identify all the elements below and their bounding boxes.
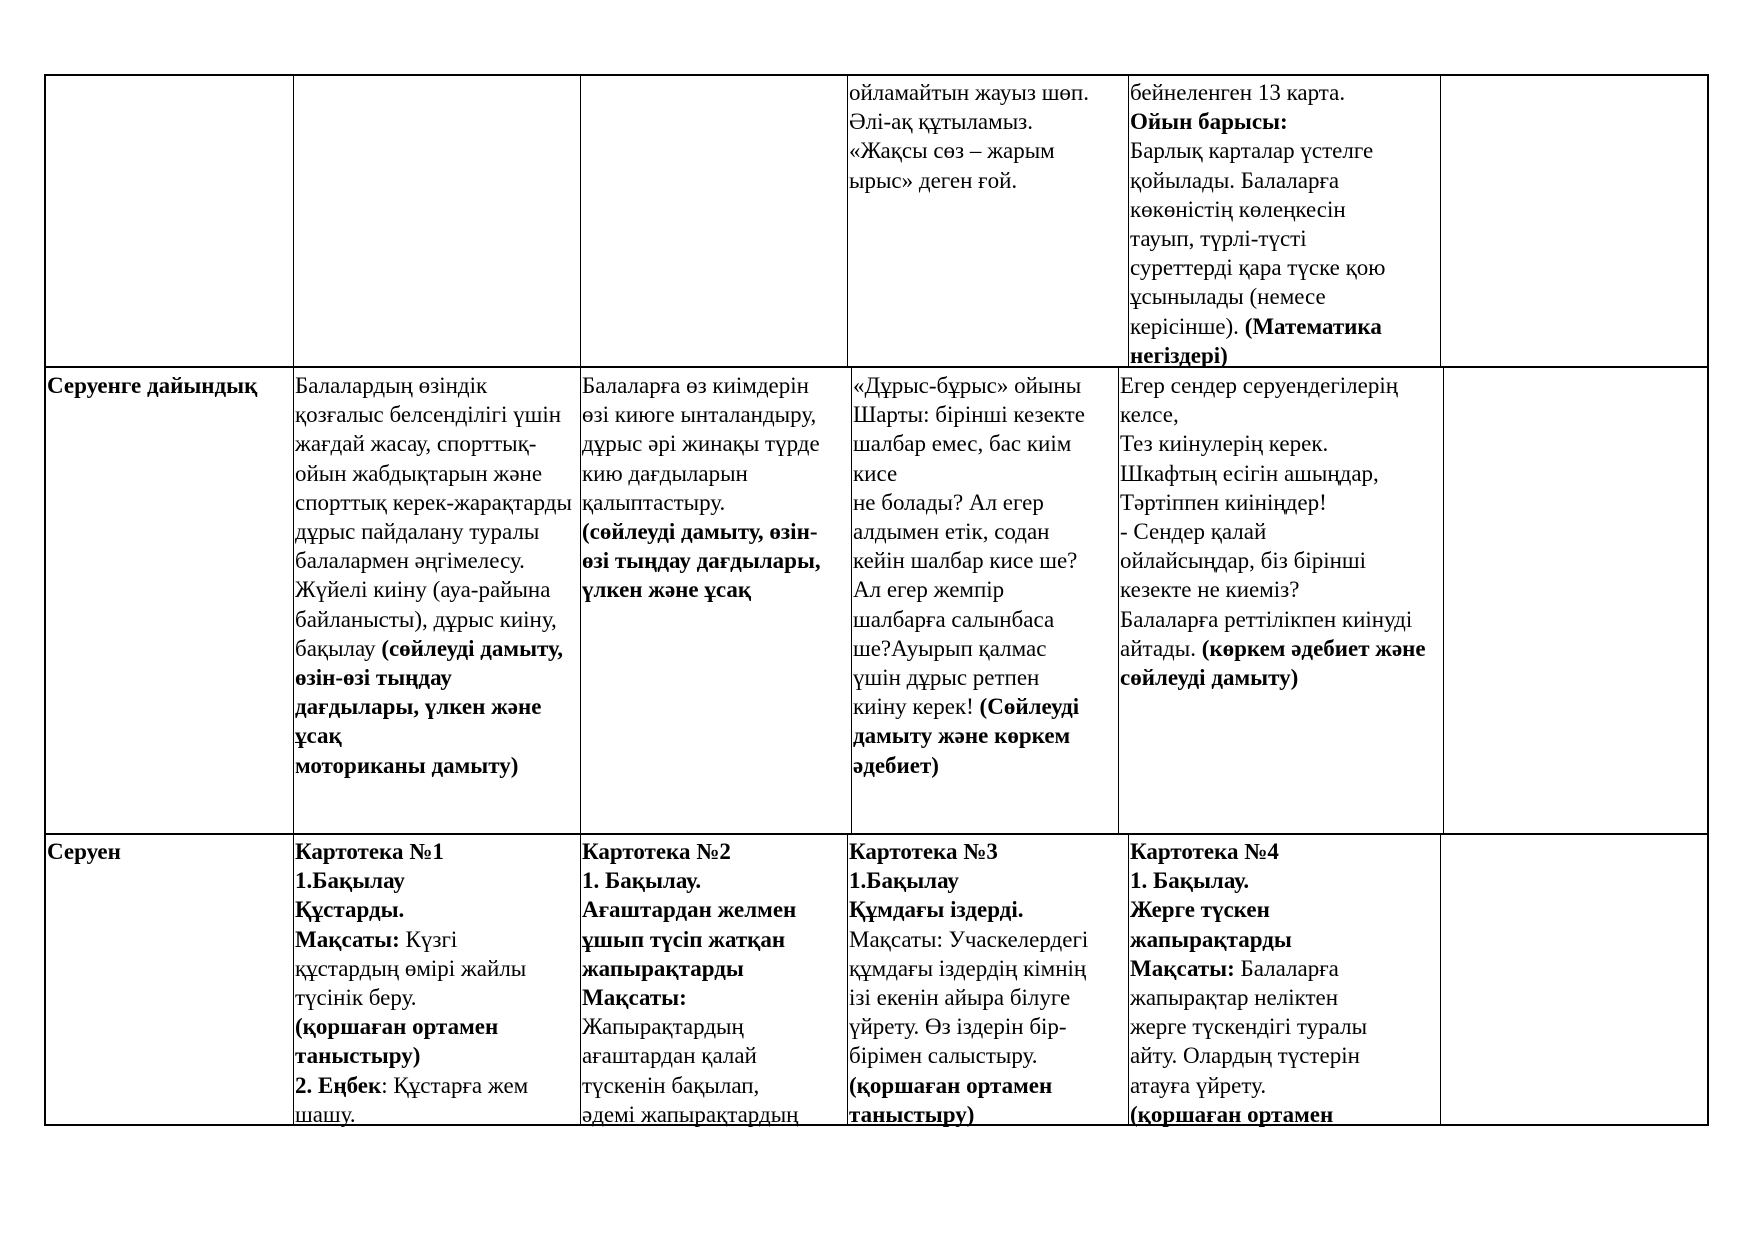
bold-text: Мақсаты: bbox=[1130, 955, 1241, 981]
cell-r3-c2 bbox=[582, 837, 845, 1129]
text: ше?Ауырып қалмас bbox=[853, 635, 1047, 661]
bold-text: өзі тыңдау дағдылары, bbox=[582, 548, 821, 574]
text-line bbox=[849, 954, 1126, 983]
text: балалармен әңгімелесу. bbox=[295, 548, 525, 574]
cell-r2-c2 bbox=[582, 371, 849, 605]
col-rule bbox=[847, 833, 848, 1124]
text: Ал егер жемпір bbox=[853, 577, 1005, 603]
row-header-walk-prep: Серуенге дайындық bbox=[47, 373, 258, 398]
text-line bbox=[1130, 837, 1438, 866]
text: айтады. bbox=[1120, 635, 1202, 661]
text-line bbox=[295, 634, 579, 663]
text-line bbox=[1120, 517, 1442, 546]
bold-text: Мақсаты: bbox=[582, 985, 687, 1011]
bold-text: Жерге түскен bbox=[1130, 897, 1270, 923]
text: бақылау bbox=[295, 635, 382, 661]
col-rule bbox=[851, 366, 852, 833]
bold-text: негіздері) bbox=[1130, 342, 1228, 368]
text-line bbox=[582, 866, 845, 895]
bold-text: (қоршаған ортамен bbox=[849, 1072, 1053, 1098]
bold-text: Картотека №1 bbox=[295, 839, 444, 864]
text: дұрыс пайдалану туралы bbox=[295, 519, 540, 545]
col-rule bbox=[293, 833, 294, 1124]
text-line bbox=[1120, 429, 1442, 458]
bold-text: 1.Бақылау bbox=[295, 868, 405, 894]
cell-r1-c3 bbox=[849, 78, 1126, 195]
bold-text: сөйлеуді дамыту) bbox=[1120, 665, 1299, 691]
col-rule bbox=[580, 833, 581, 1124]
col-rule bbox=[580, 74, 581, 366]
bold-text: Картотека №2 bbox=[582, 839, 731, 864]
text: спорттық керек-жарақтарды bbox=[295, 489, 572, 515]
text: жапырақтар неліктен bbox=[1130, 985, 1339, 1011]
text: қалыптастыру. bbox=[582, 489, 726, 515]
text: кейін шалбар кисе ше? bbox=[853, 548, 1078, 574]
text: жағдай жасау, спорттық- bbox=[295, 431, 537, 457]
bold-text: моториканы дамыту) bbox=[295, 752, 519, 778]
bold-text: 1. Бақылау. bbox=[1130, 868, 1250, 894]
table-border-right bbox=[1707, 74, 1709, 1125]
text: керісінше). bbox=[1130, 313, 1245, 339]
text-line bbox=[295, 866, 578, 895]
text-line bbox=[849, 107, 1126, 136]
text-line bbox=[853, 371, 1116, 400]
text-line bbox=[849, 1041, 1126, 1070]
text-line bbox=[582, 954, 845, 983]
text: не болады? Ал егер bbox=[853, 489, 1044, 515]
text-line bbox=[295, 721, 579, 750]
text-line bbox=[582, 895, 845, 924]
text-line bbox=[295, 371, 579, 400]
text-line bbox=[1130, 954, 1438, 983]
bold-text: Құмдағы іздерді. bbox=[849, 897, 1024, 923]
text: ойламайтын жауыз шөп. bbox=[849, 80, 1089, 105]
text: Әлі-ақ құтыламыз. bbox=[849, 109, 1033, 135]
text-line bbox=[582, 1071, 845, 1100]
text-line bbox=[582, 400, 849, 429]
text-line bbox=[582, 983, 845, 1012]
text-line bbox=[1130, 107, 1438, 136]
col-rule bbox=[1118, 366, 1119, 833]
text-line bbox=[853, 429, 1116, 458]
text-line bbox=[1130, 224, 1438, 253]
text: тауып, түрлі-түсті bbox=[1130, 226, 1307, 252]
cell-r3-c1 bbox=[295, 837, 578, 1129]
bold-text: таныстыру) bbox=[849, 1101, 975, 1127]
text-line bbox=[849, 1012, 1126, 1041]
text-line bbox=[295, 751, 579, 780]
bold-text: (қоршаған ортамен bbox=[295, 1014, 499, 1040]
text: Шарты: бірінші кезекте bbox=[853, 402, 1085, 428]
cell-r2-c3 bbox=[853, 371, 1116, 780]
text-line bbox=[295, 692, 579, 721]
text: атауға үйрету. bbox=[1130, 1072, 1267, 1098]
text-line bbox=[1120, 459, 1442, 488]
text-line bbox=[1130, 1100, 1438, 1129]
text: «Жақсы сөз – жарым bbox=[849, 138, 1055, 164]
row-header-walk: Серуен bbox=[47, 839, 121, 864]
text: Балаларға өз киімдерін bbox=[582, 373, 809, 398]
text-line bbox=[295, 488, 579, 517]
text: жерге түскендігі туралы bbox=[1130, 1014, 1368, 1040]
text: кию дағдыларын bbox=[582, 460, 748, 486]
text-line bbox=[853, 663, 1116, 692]
text-line bbox=[582, 1012, 845, 1041]
text: шалбар емес, бас киім bbox=[853, 431, 1072, 457]
text-line bbox=[1120, 488, 1442, 517]
text-line bbox=[582, 517, 849, 546]
text: байланысты), дұрыс киіну, bbox=[295, 606, 557, 632]
text: әдемі жапырақтардың bbox=[582, 1101, 799, 1127]
text-line bbox=[1130, 282, 1438, 311]
cell-r2-c4 bbox=[1120, 371, 1442, 692]
text-line bbox=[1130, 195, 1438, 224]
text-line bbox=[295, 895, 578, 924]
bold-text: (Математика bbox=[1244, 313, 1382, 339]
text-line bbox=[853, 605, 1116, 634]
text-line bbox=[1130, 1041, 1438, 1070]
bold-text: ұшып түсіп жатқан bbox=[582, 926, 786, 952]
bold-text: (қоршаған ортамен bbox=[1130, 1101, 1334, 1127]
text: түсінік беру. bbox=[295, 985, 417, 1011]
text-line bbox=[1120, 634, 1442, 663]
text-line bbox=[295, 517, 579, 546]
text-line bbox=[295, 459, 579, 488]
text: ойлайсыңдар, біз бірінші bbox=[1120, 548, 1367, 574]
text: ізі екенін айыра білуге bbox=[849, 985, 1071, 1011]
text-line bbox=[1120, 371, 1442, 400]
text: қозғалыс белсенділігі үшін bbox=[295, 402, 562, 428]
bold-text: 2. Еңбек bbox=[295, 1072, 382, 1098]
col-rule bbox=[1443, 366, 1444, 833]
text: айту. Олардың түстерін bbox=[1130, 1043, 1360, 1069]
text-line bbox=[295, 954, 578, 983]
text-line bbox=[295, 546, 579, 575]
text: - Сендер қалай bbox=[1120, 519, 1267, 545]
text: Балалардың өзіндік bbox=[295, 373, 488, 398]
text: суреттерді қара түске қою bbox=[1130, 255, 1386, 281]
text-line bbox=[582, 925, 845, 954]
bold-text: Құстарды. bbox=[295, 897, 405, 923]
text-line bbox=[582, 371, 849, 400]
text-line bbox=[1130, 983, 1438, 1012]
text: Мақсаты: Учаскелердегі bbox=[849, 926, 1089, 952]
text-line bbox=[1120, 400, 1442, 429]
text: көкөністің көлеңкесін bbox=[1130, 196, 1346, 222]
text-line bbox=[1130, 136, 1438, 165]
text-line bbox=[849, 1100, 1126, 1129]
text-line bbox=[849, 1071, 1126, 1100]
text-line bbox=[1130, 341, 1438, 370]
bold-text: (сөйлеуді дамыту, bbox=[381, 635, 563, 661]
bold-text: Ағаштардан желмен bbox=[582, 897, 797, 923]
bold-text: дағдылары, үлкен және bbox=[295, 694, 542, 720]
text-line bbox=[849, 166, 1126, 195]
text-line bbox=[582, 1041, 845, 1070]
text-line bbox=[295, 1041, 578, 1070]
bold-text: 1. Бақылау. bbox=[582, 868, 702, 894]
text-line bbox=[1130, 312, 1438, 341]
text-line bbox=[853, 751, 1116, 780]
cell-r1-c4 bbox=[1130, 78, 1438, 370]
text: бірімен салыстыру. bbox=[849, 1043, 1038, 1069]
text-line bbox=[849, 136, 1126, 165]
text-line bbox=[849, 866, 1126, 895]
col-rule bbox=[293, 366, 294, 833]
text: Егер сендер серуендегілерің bbox=[1120, 373, 1399, 398]
text-line bbox=[295, 663, 579, 692]
text: кисе bbox=[853, 460, 898, 486]
text: Жүйелі киіну (ауа-райына bbox=[295, 577, 551, 603]
text-line bbox=[1130, 866, 1438, 895]
text: ойын жабдықтарын және bbox=[295, 460, 543, 486]
text-line bbox=[853, 692, 1116, 721]
text: құстардың өмірі жайлы bbox=[295, 955, 527, 981]
text-line bbox=[295, 400, 579, 429]
text: Шкафтың есігін ашыңдар, bbox=[1120, 460, 1379, 486]
bold-text: ұсақ bbox=[295, 723, 342, 749]
text-line bbox=[582, 488, 849, 517]
bold-text: өзін-өзі тыңдау bbox=[295, 665, 452, 691]
text: Барлық карталар үстелге bbox=[1130, 138, 1374, 164]
col-rule bbox=[1128, 833, 1129, 1124]
text-line bbox=[1130, 1071, 1438, 1100]
text: шашу. bbox=[295, 1101, 356, 1127]
bold-text: Ойын барысы: bbox=[1130, 109, 1288, 135]
text-line bbox=[849, 837, 1126, 866]
text: Тәртіппен киініңдер! bbox=[1120, 489, 1327, 515]
bold-text: (көркем әдебиет және bbox=[1201, 635, 1426, 661]
bold-text: 1.Бақылау bbox=[849, 868, 959, 894]
col-rule bbox=[847, 74, 848, 366]
text-line bbox=[295, 1071, 578, 1100]
table-border-left bbox=[44, 74, 46, 1125]
text: Тез киінулерің керек. bbox=[1120, 431, 1329, 457]
text-line bbox=[849, 895, 1126, 924]
text-line bbox=[295, 429, 579, 458]
col-rule bbox=[1440, 74, 1441, 366]
text-line bbox=[1120, 546, 1442, 575]
text-line bbox=[853, 634, 1116, 663]
bold-text: Мақсаты: bbox=[295, 926, 406, 952]
text: ырыс» деген ғой. bbox=[849, 167, 1018, 193]
text-line bbox=[1130, 895, 1438, 924]
text-line bbox=[1120, 605, 1442, 634]
bold-text: Картотека №4 bbox=[1130, 839, 1279, 864]
text: өзі киюге ынталандыру, bbox=[582, 402, 817, 428]
bold-text: әдебиет) bbox=[853, 752, 939, 778]
text-line bbox=[295, 837, 578, 866]
text-line bbox=[582, 459, 849, 488]
text-line bbox=[853, 721, 1116, 750]
bold-text: таныстыру) bbox=[295, 1043, 421, 1069]
bold-text: (Сөйлеуді bbox=[979, 694, 1080, 720]
bold-text: (сөйлеуді дамыту, өзін- bbox=[582, 519, 818, 545]
text: : Құстарға жем bbox=[381, 1072, 529, 1098]
text-line bbox=[1120, 575, 1442, 604]
text-line bbox=[853, 517, 1116, 546]
bold-text: үлкен және ұсақ bbox=[582, 577, 752, 603]
cell-r2-c1 bbox=[295, 371, 579, 780]
text: кезекте не киеміз? bbox=[1120, 577, 1300, 603]
text: үшін дұрыс ретпен bbox=[853, 665, 1040, 691]
col-rule bbox=[580, 366, 581, 833]
text: ұсынылады (немесе bbox=[1130, 284, 1326, 310]
text: алдымен етік, содан bbox=[853, 519, 1050, 545]
text-line bbox=[582, 837, 845, 866]
text-line bbox=[1130, 78, 1438, 107]
text-line bbox=[849, 983, 1126, 1012]
text: қойылады. Балаларға bbox=[1130, 167, 1340, 193]
text-line bbox=[1130, 925, 1438, 954]
col-rule bbox=[1128, 74, 1129, 366]
text: ағаштардан қалай bbox=[582, 1043, 757, 1069]
text: құмдағы іздердің кімнің bbox=[849, 955, 1087, 981]
text: үйрету. Өз іздерін бір- bbox=[849, 1014, 1067, 1040]
text: бейнеленген 13 карта. bbox=[1130, 80, 1346, 105]
cell-r3-c4 bbox=[1130, 837, 1438, 1129]
bold-text: жапырақтарды bbox=[1130, 926, 1292, 952]
text-line bbox=[295, 983, 578, 1012]
text-line bbox=[853, 575, 1116, 604]
text: киіну керек! bbox=[853, 694, 980, 720]
cell-r3-c3 bbox=[849, 837, 1126, 1129]
text-line bbox=[582, 575, 849, 604]
text-line bbox=[853, 459, 1116, 488]
text-line bbox=[582, 546, 849, 575]
text-line bbox=[849, 78, 1126, 107]
text: Балаларға bbox=[1240, 955, 1339, 981]
text-line bbox=[853, 546, 1116, 575]
text-line bbox=[849, 925, 1126, 954]
col-rule bbox=[1440, 833, 1441, 1124]
col-rule bbox=[293, 74, 294, 366]
text: түскенін бақылап, bbox=[582, 1072, 760, 1098]
text-line bbox=[295, 1012, 578, 1041]
text-line bbox=[1130, 1012, 1438, 1041]
text-line bbox=[1130, 166, 1438, 195]
text: дұрыс әрі жинақы түрде bbox=[582, 431, 820, 457]
text-line bbox=[295, 1100, 578, 1129]
text-line bbox=[853, 400, 1116, 429]
text: «Дұрыс-бұрыс» ойыны bbox=[853, 373, 1082, 398]
text: Жапырақтардың bbox=[582, 1014, 744, 1040]
text: Балаларға реттілікпен киінуді bbox=[1120, 606, 1413, 632]
bold-text: дамыту және көркем bbox=[853, 723, 1071, 749]
text-line bbox=[853, 488, 1116, 517]
text: Күзгі bbox=[405, 926, 458, 952]
bold-text: жапырақтарды bbox=[582, 955, 744, 981]
text-line bbox=[1120, 663, 1442, 692]
text: шалбарға салынбаса bbox=[853, 606, 1055, 632]
text-line bbox=[295, 575, 579, 604]
text-line bbox=[295, 605, 579, 634]
text-line bbox=[582, 429, 849, 458]
text-line bbox=[582, 1100, 845, 1129]
text-line bbox=[1130, 253, 1438, 282]
text: келсе, bbox=[1120, 402, 1179, 428]
bold-text: Картотека №3 bbox=[849, 839, 998, 864]
text-line bbox=[295, 925, 578, 954]
